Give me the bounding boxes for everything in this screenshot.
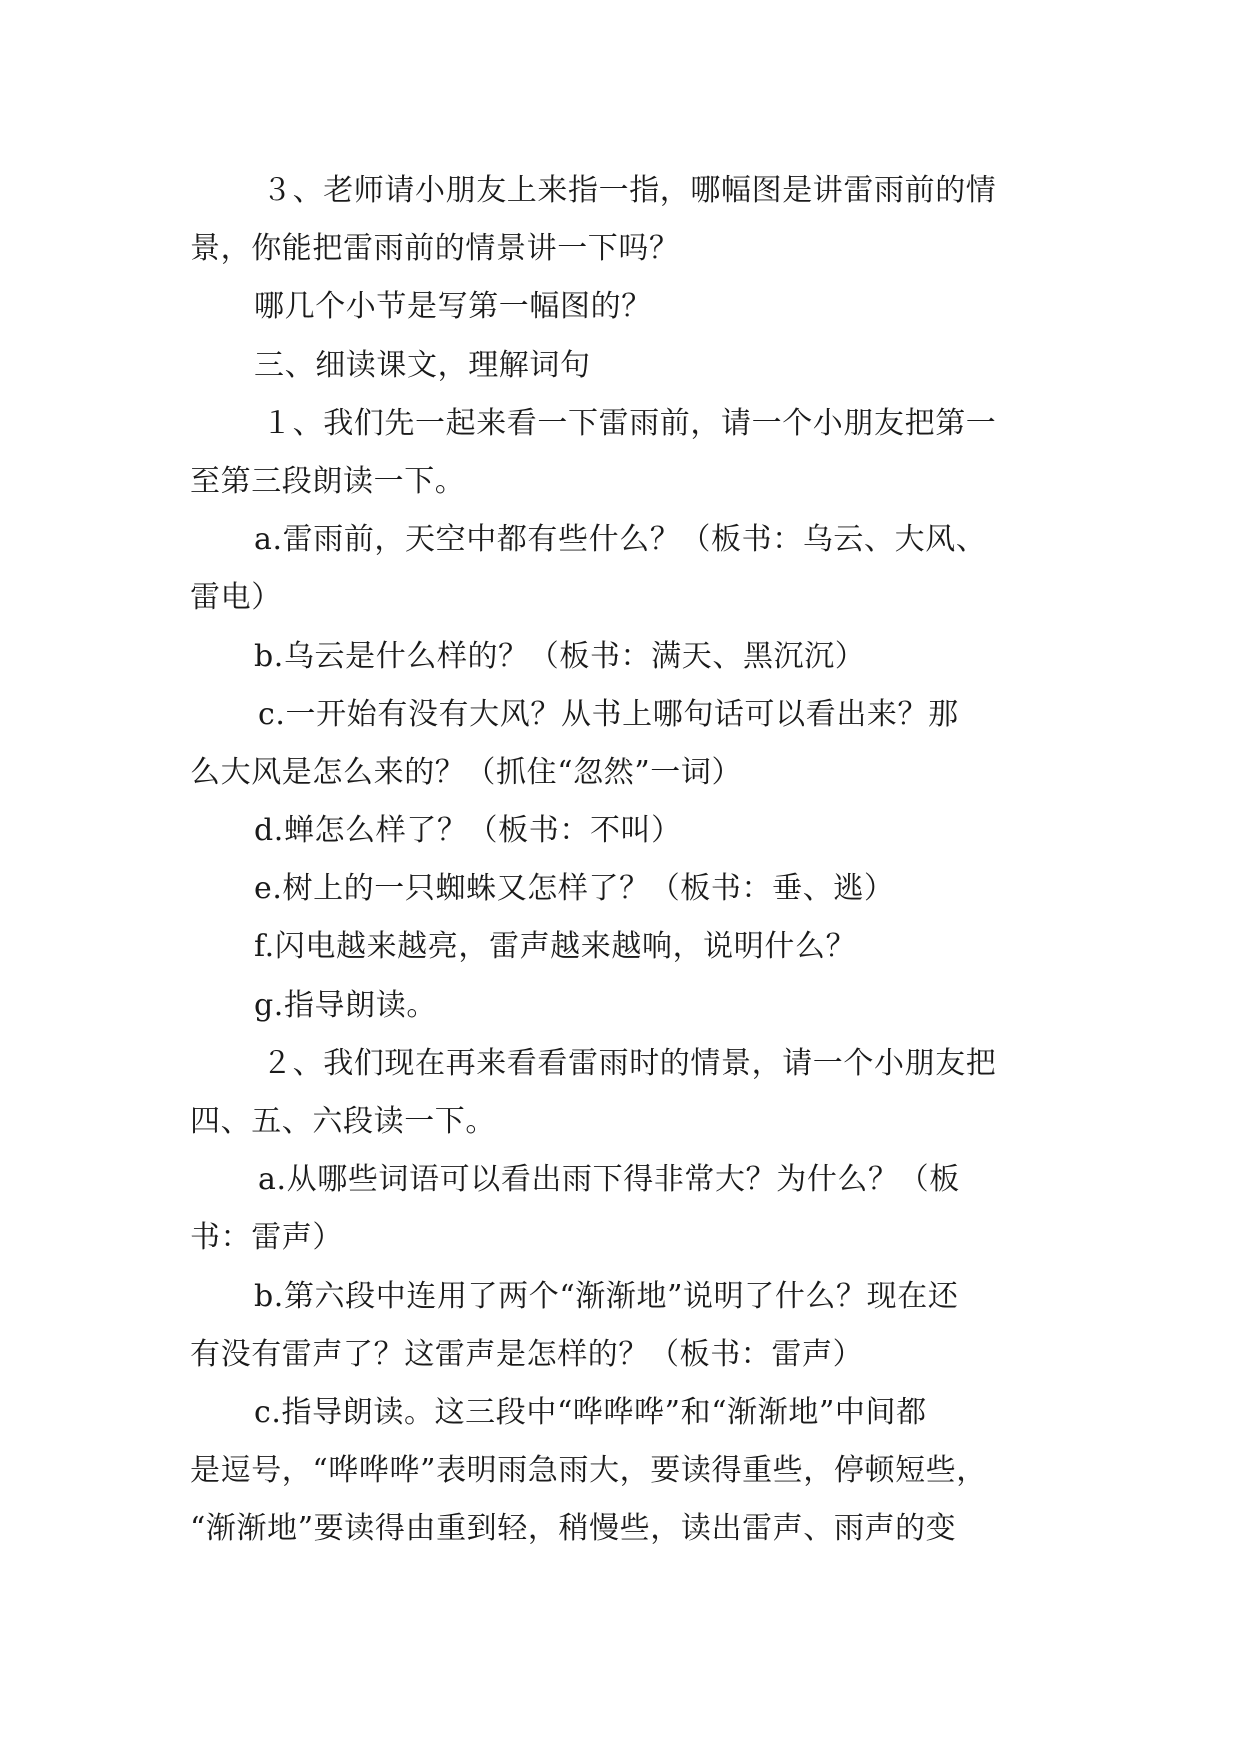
text-line: 么大风是怎么来的？（抓住“忽然”一词） — [190, 754, 743, 790]
document-body — [190, 162, 1050, 1559]
text-line: １、我们先一起来看一下雷雨前，请一个小朋友把第一 — [262, 405, 997, 441]
text-line: b.乌云是什么样的？（板书：满天、黑沉沉） — [254, 638, 866, 674]
section-heading: 三、细读课文，理解词句 — [254, 347, 591, 383]
text-line: d.蝉怎么样了？（板书：不叫） — [254, 813, 682, 849]
text-line: c.一开始有没有大风？从书上哪句话可以看出来？那 — [258, 696, 959, 732]
text-line: e.树上的一只蜘蛛又怎样了？（板书：垂、逃） — [254, 871, 895, 907]
text-line: b.第六段中连用了两个“渐渐地”说明了什么？现在还 — [254, 1278, 959, 1314]
text-line: 哪几个小节是写第一幅图的？ — [254, 289, 652, 325]
text-line: 书：雷声） — [190, 1220, 343, 1256]
text-line: 四、五、六段读一下。 — [190, 1104, 496, 1139]
text-line: g.指导朗读。 — [254, 987, 437, 1023]
text-line: ３、老师请小朋友上来指一指，哪幅图是讲雷雨前的情 — [262, 173, 997, 208]
text-line: 雷电） — [190, 580, 282, 616]
text-line: 有没有雷声了？这雷声是怎样的？（板书：雷声） — [190, 1336, 864, 1372]
text-line: ２、我们现在再来看看雷雨时的情景，请一个小朋友把 — [262, 1045, 997, 1081]
text-line: 是逗号，“哗哗哗”表明雨急雨大，要读得重些，停顿短些， — [190, 1453, 987, 1489]
text-line: c.指导朗读。这三段中“哗哗哗”和“渐渐地”中间都 — [254, 1394, 927, 1430]
text-line: a.雷雨前，天空中都有些什么？（板书：乌云、大风、 — [254, 522, 987, 558]
text-line: “渐渐地”要读得由重到轻，稍慢些，读出雷声、雨声的变 — [190, 1511, 957, 1547]
text-line: 景，你能把雷雨前的情景讲一下吗？ — [190, 231, 680, 267]
text-line: f.闪电越来越亮，雷声越来越响，说明什么？ — [254, 929, 857, 965]
text-line: 至第三段朗读一下。 — [190, 463, 466, 499]
text-line: a.从哪些词语可以看出雨下得非常大？为什么？（板 — [258, 1162, 960, 1198]
